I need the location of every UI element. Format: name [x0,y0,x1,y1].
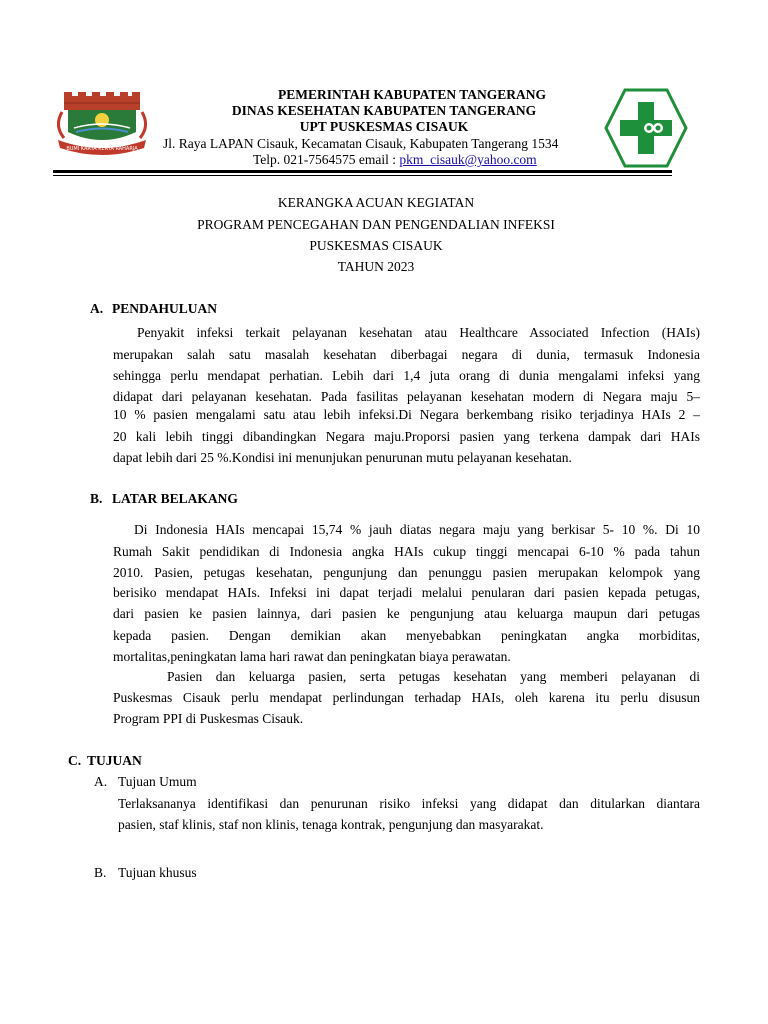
section-a-line: sehingga perlu mendapat perhatian. Lebih dari 1,4 juta orang di dunia mengalami infeksi yang [113,368,700,383]
section-a-line: 20 kali lebih tinggi dibandingkan Negara maju.Proporsi pasien yang terkena dampak dari HAIs [113,429,700,444]
doc-title-2: PROGRAM PENCEGAHAN DAN PENGENDALIAN INFEKSI [197,217,555,232]
section-c-sub-b-num: B. [94,865,107,880]
section-c-sub-b-title: Tujuan khusus [118,865,197,880]
section-a-num: A. [90,301,104,316]
section-b-line: Rumah Sakit pendidikan di Indonesia angka HAIs cukup tinggi mencapai 6-10 % pada tahun [113,544,700,559]
section-a-title: PENDAHULUAN [112,301,218,316]
section-c-sub-a-line: pasien, staf klinis, staf non klinis, tenaga kontrak, pengunjung dan masyarakat. [118,817,544,832]
doc-title-3: PUSKESMAS CISAUK [309,238,443,253]
letterhead-email-link[interactable]: pkm_cisauk@yahoo.com [399,152,537,167]
letterhead-address: Jl. Raya LAPAN Cisauk, Kecamatan Cisauk, Kabupaten Tangerang 1534 [163,136,559,151]
section-a-heading [90,300,217,317]
section-a-line: dapat lebih dari 25 %.Kondisi ini menunjukan penurunan mutu pelayanan kesehatan. [113,450,572,465]
doc-title-4: TAHUN 2023 [337,259,415,274]
letterhead-rule-thick [53,170,672,173]
letterhead-government: PEMERINTAH KABUPATEN TANGERANG [277,87,547,102]
section-b-line: kepada pasien. Dengan demikian akan menyebabkan peningkatan angka morbiditas, [113,628,700,643]
section-c-heading [68,752,142,769]
letterhead-unit: UPT PUSKESMAS CISAUK [299,119,469,134]
letterhead-agency: DINAS KESEHATAN KABUPATEN TANGERANG [231,103,537,118]
section-a-line: 10 % pasien mengalami satu atau lebih infeksi.Di Negara berkembang risiko terjadinya HAIs 2 – [113,407,700,422]
doc-title-1: KERANGKA ACUAN KEGIATAN [277,195,475,210]
section-b-line: Puskesmas Cisauk perlu mendapat perlindungan terhadap HAIs, oleh karena itu perlu disusun [113,690,700,705]
letterhead-phone: Telp. 021-7564575 email : [253,152,400,167]
section-b-line: dari pasien ke pasien lainnya, dari pasien ke pengunjung atau keluarga maupun dari petugas [113,606,700,621]
section-b-line: Program PPI di Puskesmas Cisauk. [113,711,304,726]
section-c-sub-a-line: Terlaksananya identifikasi dan penurunan risiko infeksi yang didapat dan ditularkan diantara [118,796,700,811]
section-a-line: merupakan salah satu masalah kesehatan diberbagai negara di dunia, termasuk Indonesia [113,347,700,362]
section-c-num: C. [68,753,82,768]
section-b-title: LATAR BELAKANG [112,491,238,506]
section-c-title: TUJUAN [87,753,142,768]
section-b-heading [90,490,238,507]
section-b-line: 2010. Pasien, petugas kesehatan, pengunjung dan penunggu pasien merupakan kelompok yang [113,565,700,580]
section-c-sub-a-title: Tujuan Umum [118,774,197,789]
section-c-sub-a-num: A. [94,774,108,789]
section-b-line: Di Indonesia HAIs mencapai 15,74 % jauh diatas negara maju yang berkisar 5- 10 %. Di 10 [134,522,700,537]
section-a-line: didapat dari pelayanan kesehatan. Pada fasilitas pelayanan kesehatan modern di Negara maju 5– [113,389,700,404]
section-c-sub-a-heading [94,773,197,790]
left-logo-ribbon-text: BUMI KARYA KERTA RAHARJA [66,146,138,152]
letterhead-contact [253,151,537,168]
section-b-num: B. [90,491,103,506]
letterhead-rule-thin [53,175,672,176]
section-c-sub-b-heading [94,864,197,881]
section-b-line: mortalitas,peningkatan lama hari rawat dan peningkatan biaya perawatan. [113,649,511,664]
section-a-line: Penyakit infeksi terkait pelayanan kesehatan atau Healthcare Associated Infection (HAIs) [137,325,700,340]
section-b-line: berisiko mendapat HAIs. Infeksi ini dapat terjadi melalui penularan dari pasien kepada petugas, [113,585,700,600]
section-b-line: Pasien dan keluarga pasien, serta petugas kesehatan yang memberi pelayanan di [167,669,700,684]
